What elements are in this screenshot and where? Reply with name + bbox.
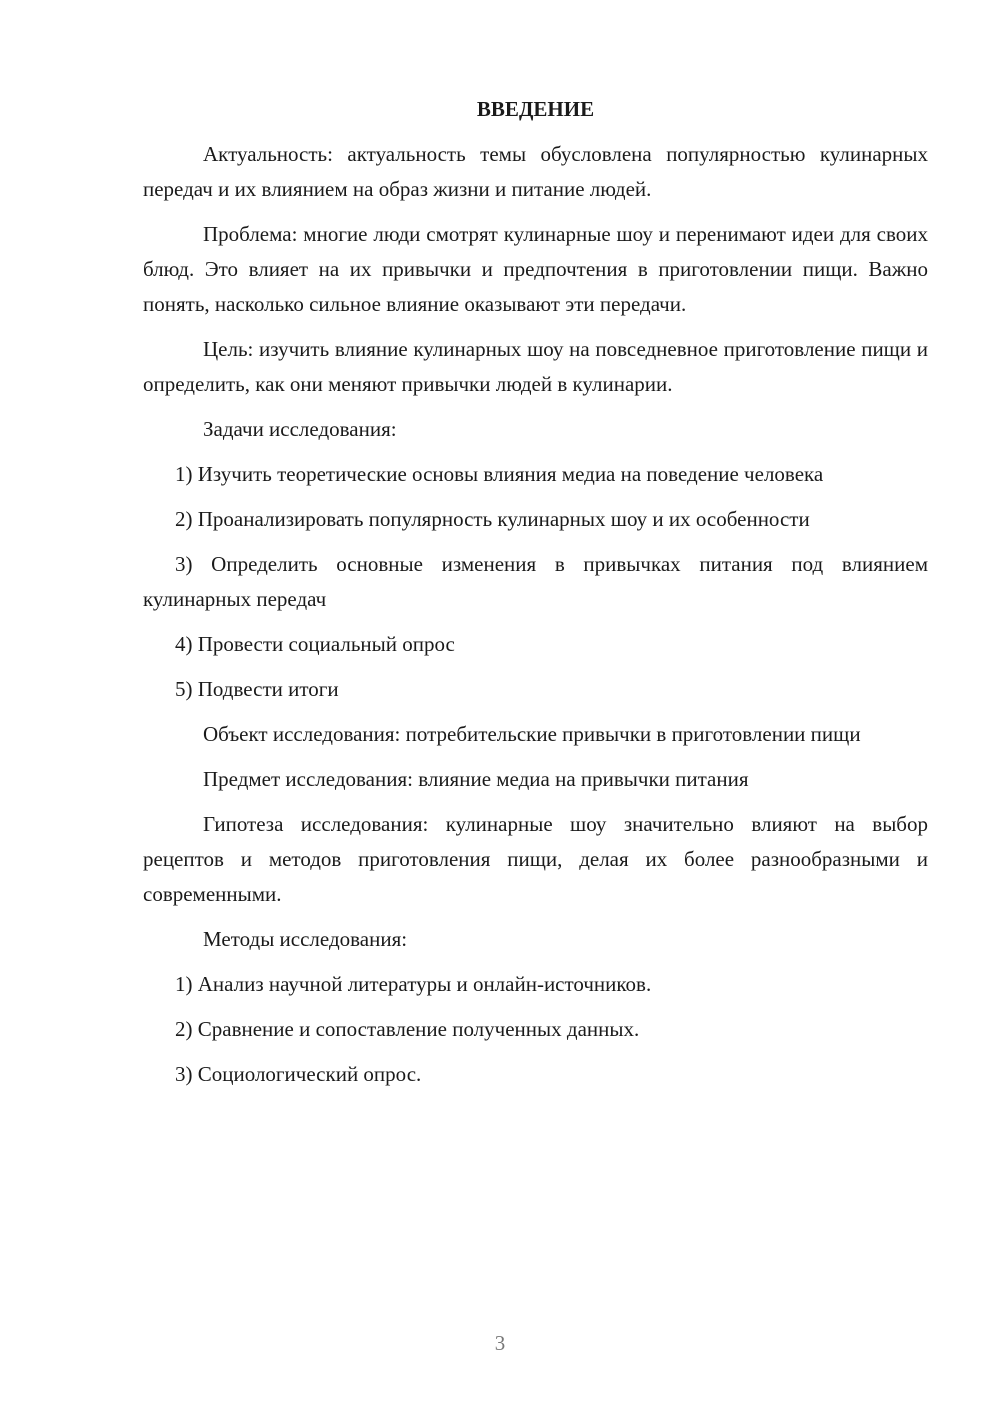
methods-heading: Методы исследования: xyxy=(203,927,408,951)
tasks-heading: Задачи исследования: xyxy=(203,417,397,441)
document-page xyxy=(143,92,928,1102)
paragraph-relevance: Актуальность: актуальность темы обусловлена популярностью кулинарных передач и их влиянием на образ жизни и питание людей. xyxy=(143,142,928,201)
task-item: 3) Определить основные изменения в привычках питания под влиянием кулинарных передач xyxy=(143,552,928,611)
paragraph-goal: Цель: изучить влияние кулинарных шоу на повседневное приготовление пищи и определить, как они меняют привычки людей в кулинарии. xyxy=(143,337,928,396)
method-item: 3) Социологический опрос. xyxy=(175,1062,422,1086)
task-item: 1) Изучить теоретические основы влияния медиа на поведение человека xyxy=(175,462,824,486)
method-item: 1) Анализ научной литературы и онлайн-источников. xyxy=(175,972,652,996)
page-title: ВВЕДЕНИЕ xyxy=(476,97,595,121)
paragraph-object: Объект исследования: потребительские привычки в приготовлении пищи xyxy=(203,722,861,746)
task-item: 4) Провести социальный опрос xyxy=(175,632,455,656)
method-item: 2) Сравнение и сопоставление полученных данных. xyxy=(175,1017,640,1041)
paragraph-problem: Проблема: многие люди смотрят кулинарные шоу и перенимают идеи для своих блюд. Это влияет на их привычки и предпочтения в приготовлении пищи. Важно понять, насколько сильное влияние оказывают эти передачи. xyxy=(143,222,928,316)
paragraph-subject: Предмет исследования: влияние медиа на привычки питания xyxy=(203,767,749,791)
task-item: 5) Подвести итоги xyxy=(175,677,339,701)
paragraph-hypothesis: Гипотеза исследования: кулинарные шоу значительно влияют на выбор рецептов и методов приготовления пищи, делая их более разнообразными и современными. xyxy=(143,812,928,906)
task-item: 2) Проанализировать популярность кулинарных шоу и их особенности xyxy=(175,507,810,531)
page-number: 3 xyxy=(494,1331,506,1355)
